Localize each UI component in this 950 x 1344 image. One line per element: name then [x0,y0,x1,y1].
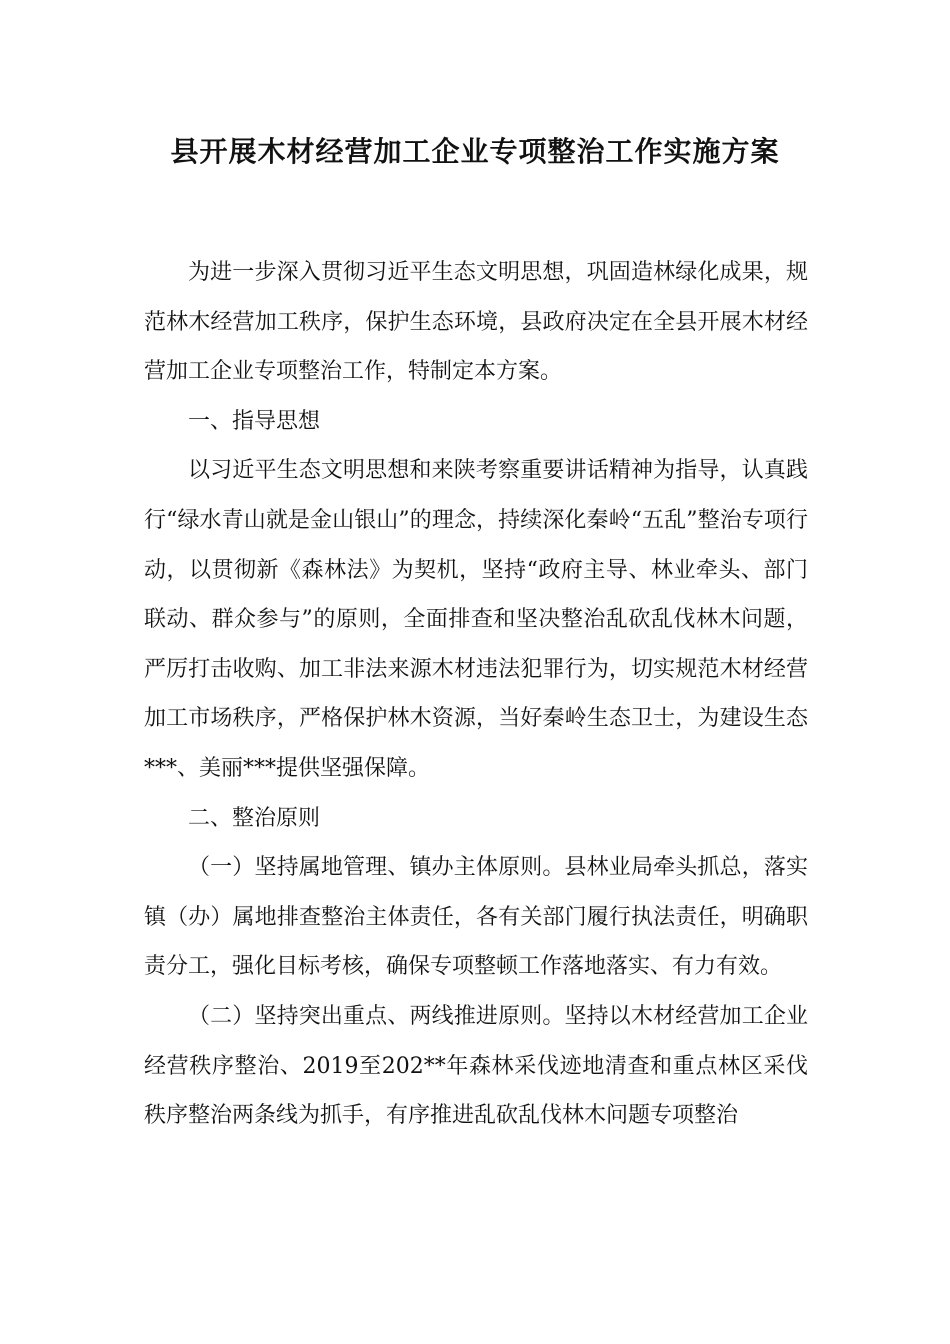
principle-1-paragraph: （一）坚持属地管理、镇办主体原则。县林业局牵头抓总，落实镇（办）属地排查整治主体责任，各有关部门履行执法责任，明确职责分工，强化目标考核，确保专项整顿工作落地落实、有力有效。 [144,855,808,980]
section-1-paragraph: 以习近平生态文明思想和来陕考察重要讲话精神为指导，认真践行“绿水青山就是金山银山”的理念，持续深化秦岭“五乱”整治专项行动，以贯彻新《森林法》为契机，坚持“政府主导、林业牵头、部门联动、群众参与”的原则，全面排查和坚决整治乱砍乱伐林木问题，严厉打击收购、加工非法来源木材违法犯罪行为，切实规范木材经营加工市场秩序，严格保护林木资源，当好秦岭生态卫士，为建设生态***、美丽***提供坚强保障。 [144,458,808,781]
section-1-heading: 一、指导思想 [188,408,321,434]
document-body [144,248,808,1141]
section-2-heading: 二、整治原则 [188,805,321,831]
document-title: 县开展木材经营加工企业专项整治工作实施方案 [170,135,780,168]
intro-paragraph: 为进一步深入贯彻习近平生态文明思想，巩固造林绿化成果，规范林木经营加工秩序，保护生态环境，县政府决定在全县开展木材经营加工企业专项整治工作，特制定本方案。 [144,260,808,385]
principle-2-paragraph: （二）坚持突出重点、两线推进原则。坚持以木材经营加工企业经营秩序整治、2019至202**年森林采伐迹地清查和重点林区采伐秩序整治两条线为抓手，有序推进乱砍乱伐林木问题专项整治 [144,1003,808,1129]
